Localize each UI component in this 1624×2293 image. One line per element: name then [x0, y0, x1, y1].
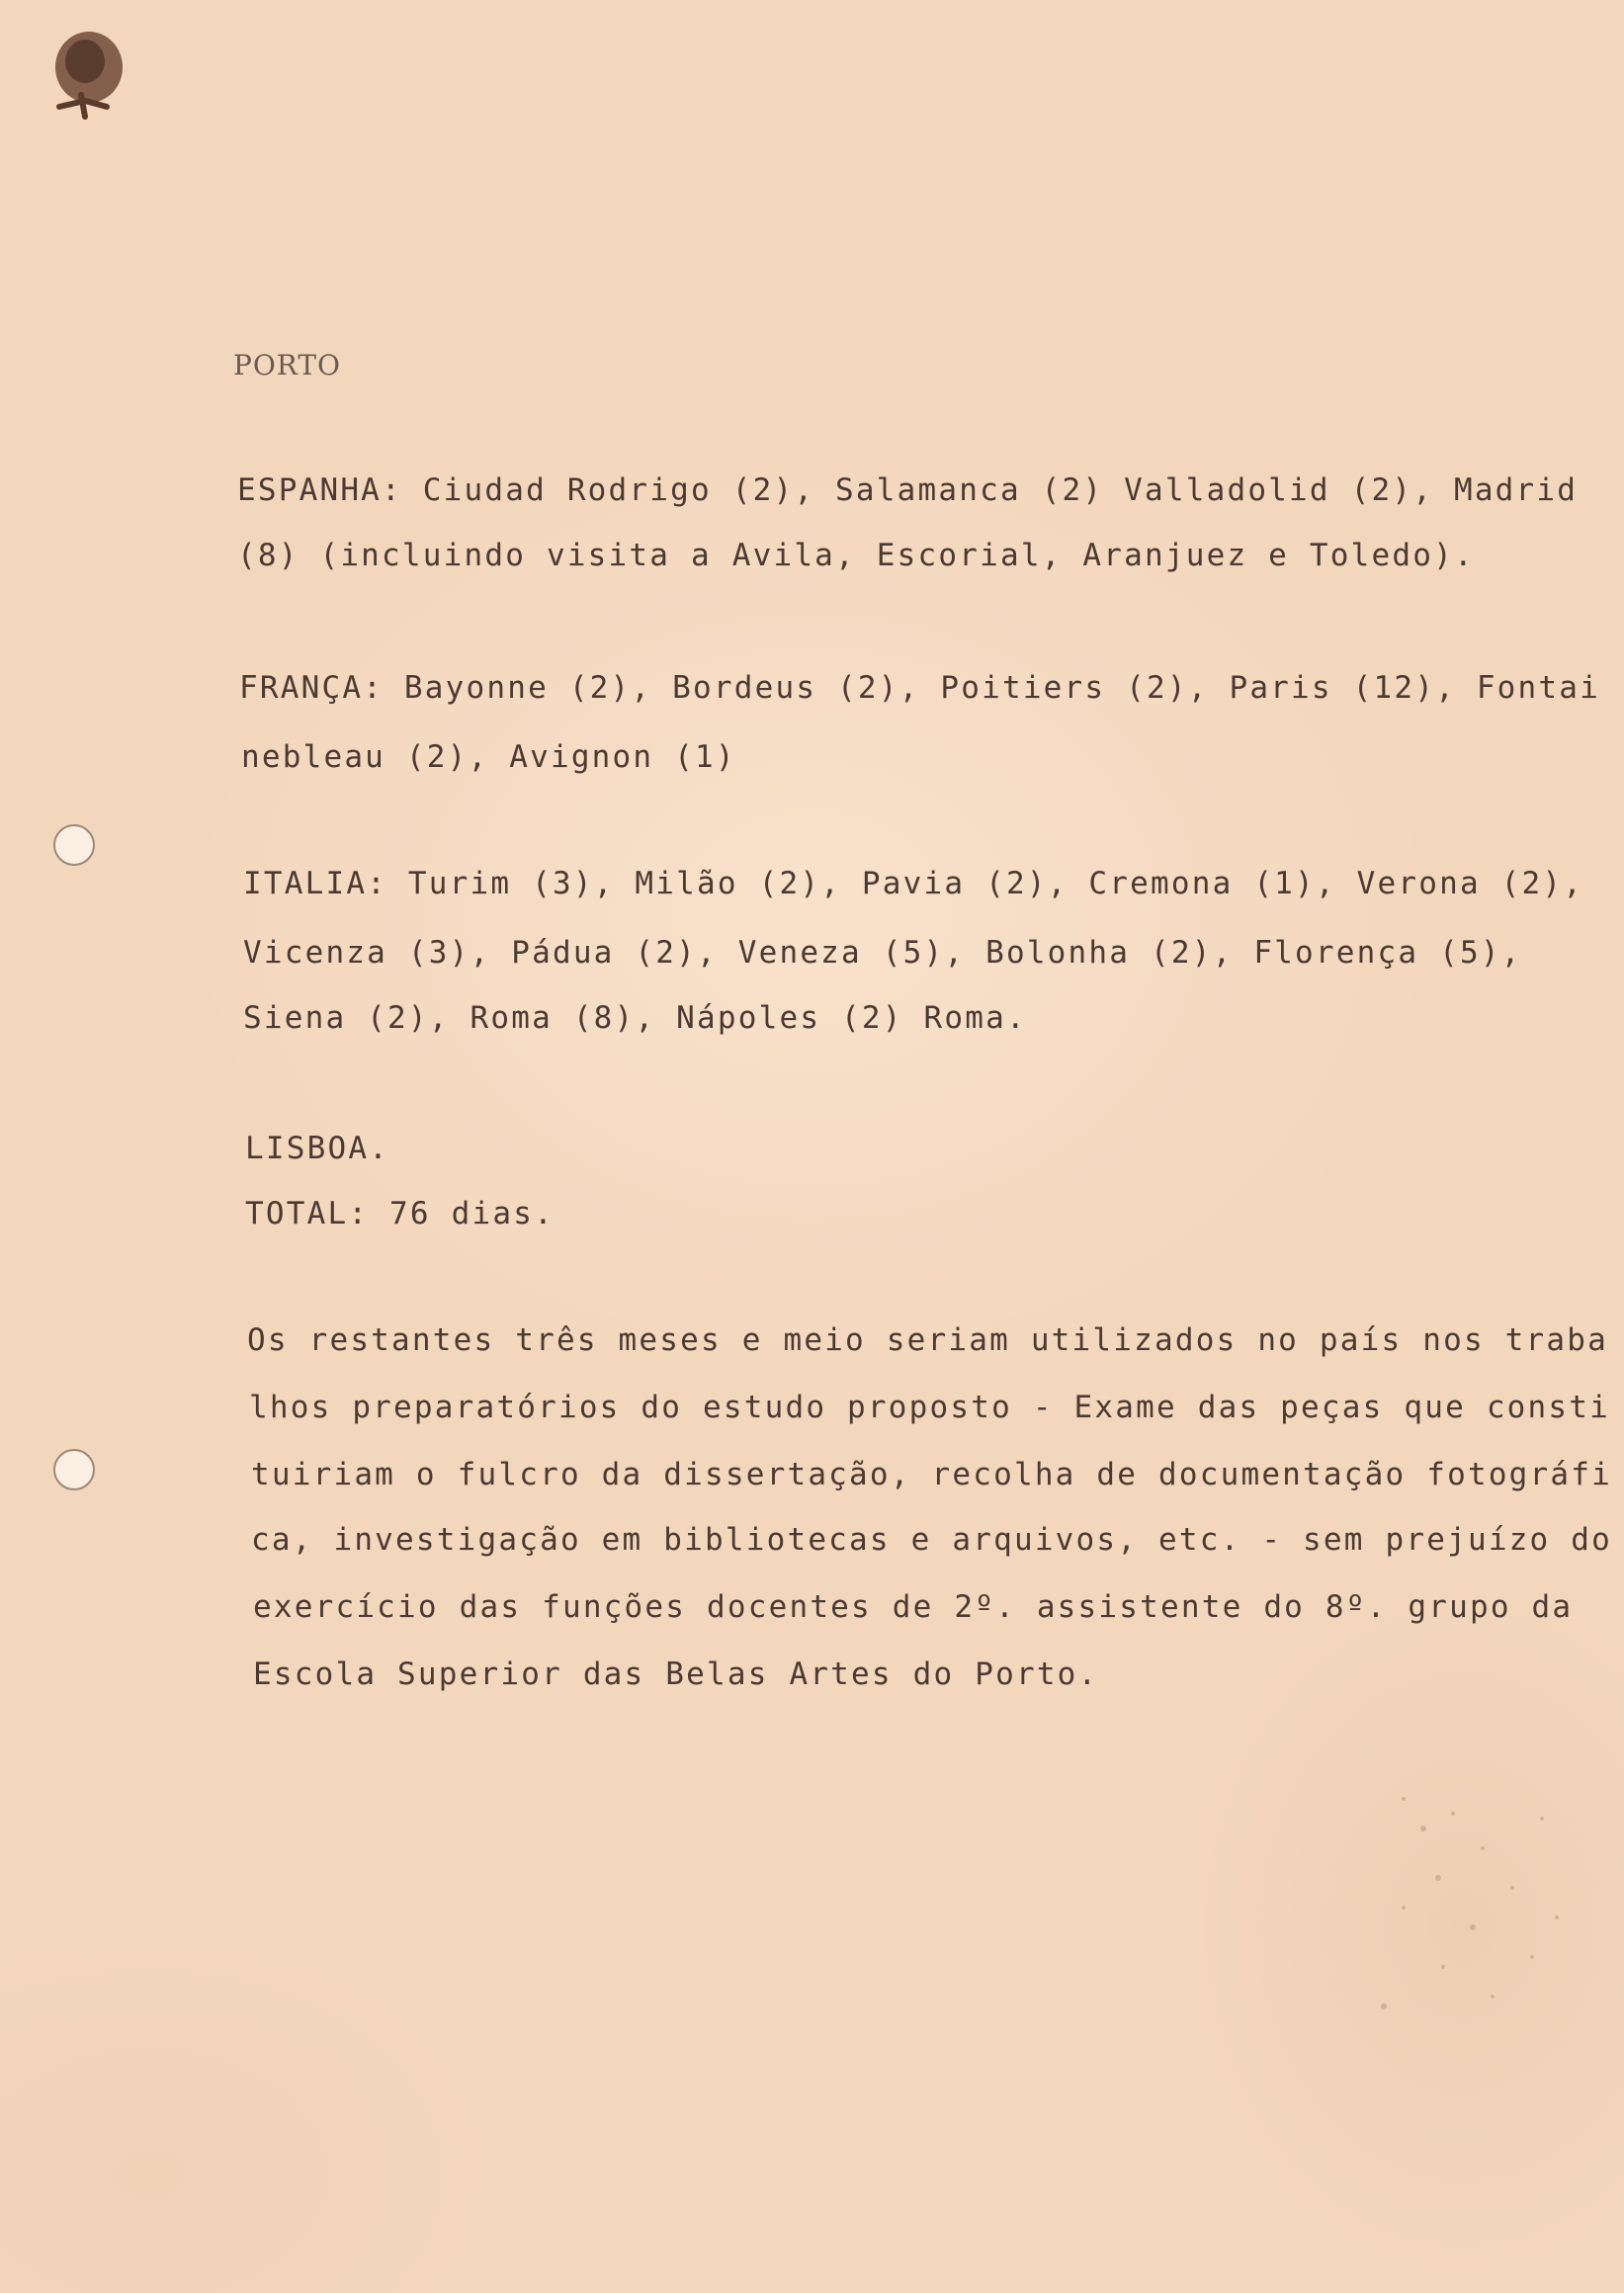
rust-stain-mark: [45, 26, 127, 121]
paragraph-line-1: Os restantes três meses e meio seriam utilizados no país nos traba: [247, 1322, 1608, 1358]
franca-line-1: FRANÇA: Bayonne (2), Bordeus (2), Poitiers (2), Paris (12), Fontai: [239, 670, 1600, 706]
italia-line-1: ITALIA: Turim (3), Milão (2), Pavia (2), Cremona (1), Verona (2),: [243, 866, 1584, 901]
document-header: PORTO: [233, 349, 342, 382]
paragraph-line-4: ca, investigação em bibliotecas e arquivos, etc. - sem prejuízo do: [251, 1522, 1612, 1558]
paragraph-line-5: exercício das funções docentes de 2º. assistente do 8º. grupo da: [253, 1589, 1574, 1625]
foxing-spots: [1344, 1759, 1581, 2036]
punch-hole-top: [51, 822, 97, 868]
espanha-line-1: ESPANHA: Ciudad Rodrigo (2), Salamanca (2) Valladolid (2), Madrid: [237, 472, 1579, 508]
italia-line-2: Vicenza (3), Pádua (2), Veneza (5), Bolonha (2), Florença (5),: [243, 935, 1522, 971]
franca-line-2: nebleau (2), Avignon (1): [241, 739, 736, 775]
lisboa-line: LISBOA.: [245, 1131, 390, 1166]
paragraph-line-6: Escola Superior das Belas Artes do Porto.: [253, 1656, 1099, 1692]
punch-hole-bottom: [51, 1447, 97, 1492]
espanha-line-2: (8) (incluindo visita a Avila, Escorial, Aranjuez e Toledo).: [237, 538, 1475, 573]
total-line: TOTAL: 76 dias.: [245, 1196, 555, 1231]
italia-line-3: Siena (2), Roma (8), Nápoles (2) Roma.: [243, 1000, 1027, 1036]
paragraph-line-3: tuiriam o fulcro da dissertação, recolha de documentação fotográfi: [251, 1457, 1612, 1492]
paragraph-line-2: lhos preparatórios do estudo proposto - Exame das peças que consti: [249, 1390, 1610, 1425]
